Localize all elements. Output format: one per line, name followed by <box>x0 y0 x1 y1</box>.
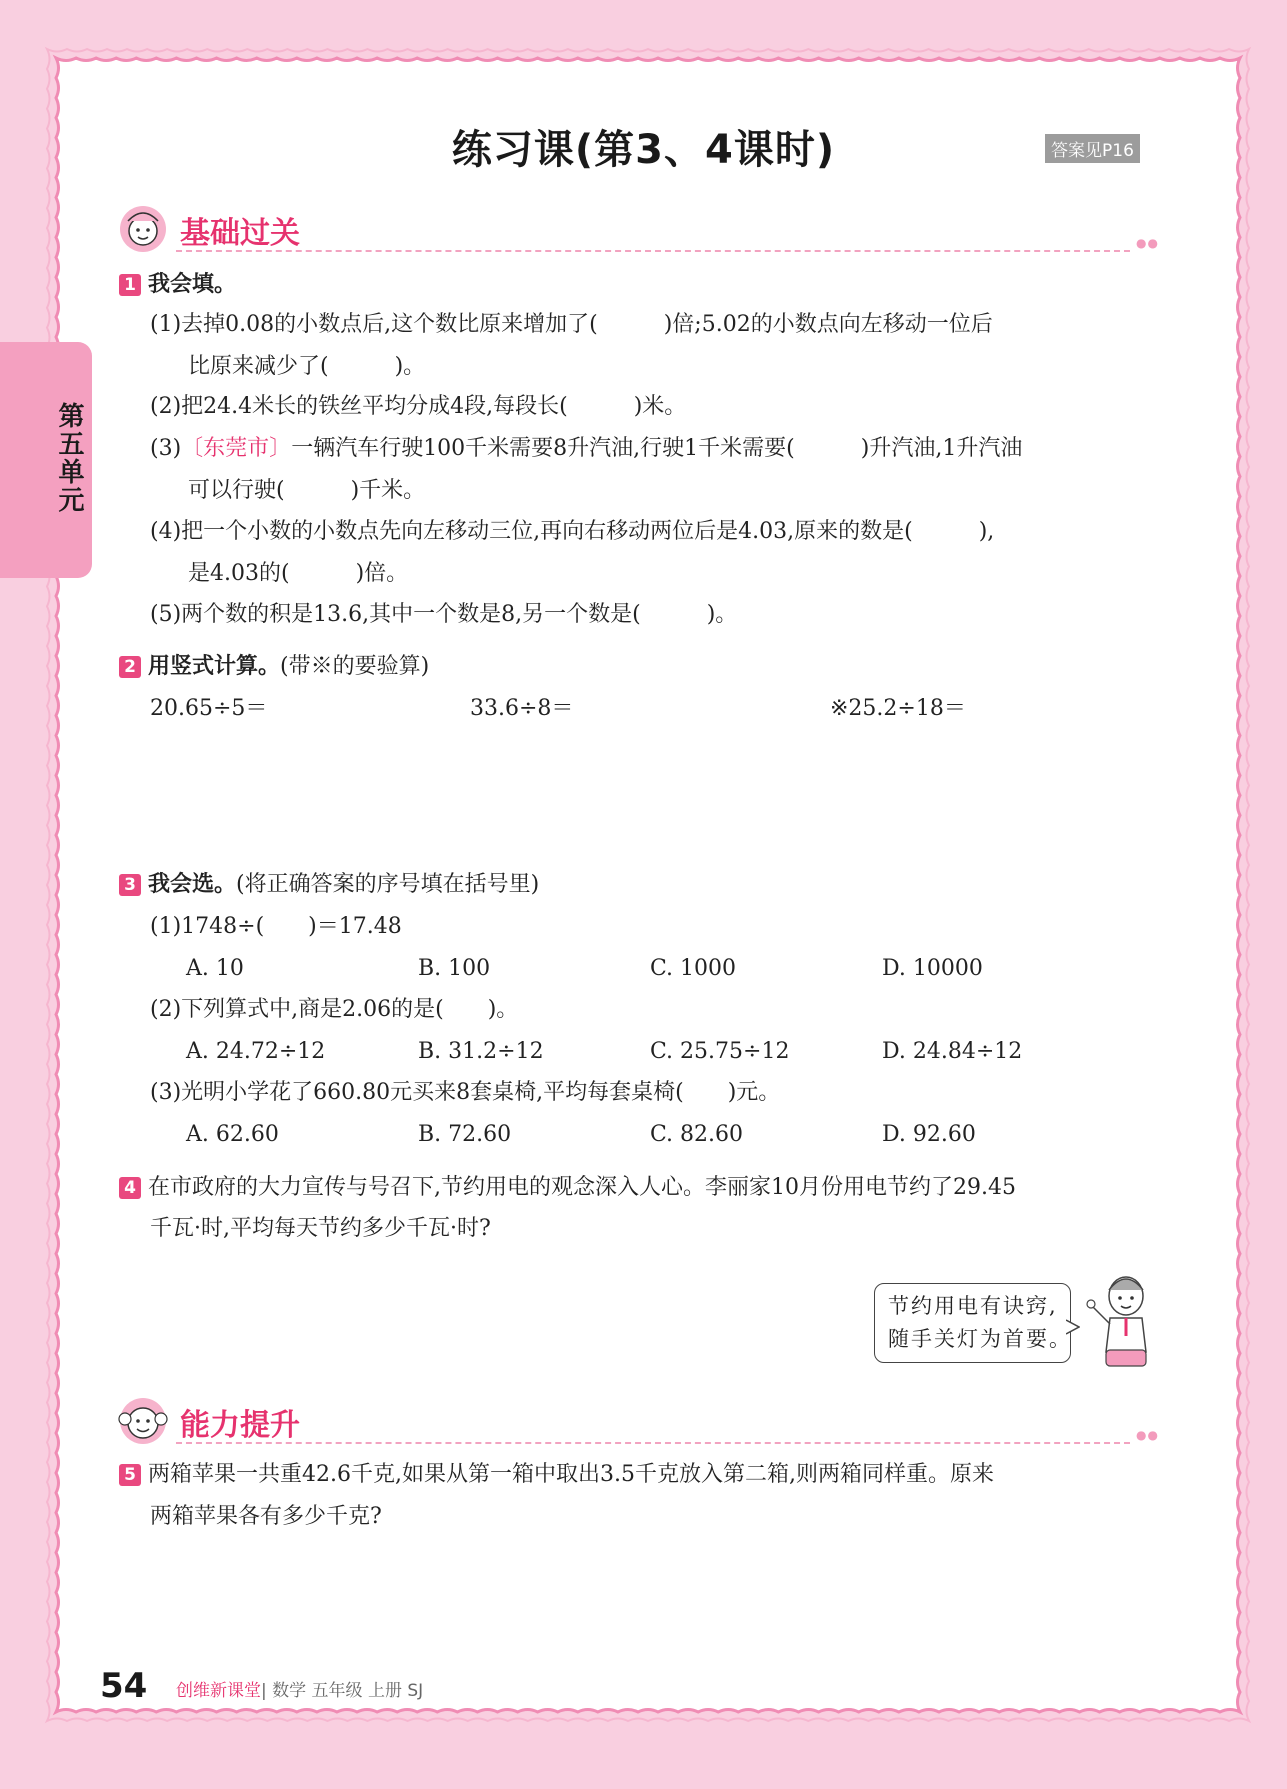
choice-option: A. 10 <box>186 956 244 981</box>
girl-mascot-icon <box>116 203 174 255</box>
section-advanced-heading: 能力提升 <box>180 1408 300 1443</box>
choice-option: D. 92.60 <box>882 1122 976 1147</box>
q1-line-3 <box>150 434 1022 464</box>
question-2-header <box>119 652 429 682</box>
footer-brand: 创维新课堂 <box>176 1681 261 1701</box>
choice-option: B. 31.2÷12 <box>418 1039 544 1064</box>
choice-option: C. 1000 <box>650 956 737 981</box>
section-divider <box>176 250 1130 252</box>
q1-line: (4)把一个小数的小数点先向左移动三位,再向右移动两位后是4.03,原来的数是( ), <box>150 519 995 544</box>
question-title: 用竖式计算。 <box>148 654 281 679</box>
q1-line: 比原来减少了( )。 <box>188 354 426 379</box>
question-number-badge: 5 <box>119 1464 141 1486</box>
question-number-badge: 1 <box>119 274 141 296</box>
question-4-line <box>119 1173 1016 1203</box>
question-1-header <box>119 270 236 300</box>
choice-stem: (3)光明小学花了660.80元买来8套桌椅,平均每套桌椅( )元。 <box>150 1080 781 1105</box>
region-tag: 〔东莞市〕 <box>181 436 292 461</box>
monkey-mascot-icon <box>116 1395 174 1447</box>
choice-option: A. 62.60 <box>186 1122 279 1147</box>
page-title: 练习课(第3、4课时) <box>451 127 836 173</box>
question-number-badge: 2 <box>119 656 141 678</box>
q1-line: (2)把24.4米长的铁丝平均分成4段,每段长( )米。 <box>150 394 687 419</box>
choice-option: A. 24.72÷12 <box>186 1039 326 1064</box>
bubble-line: 节约用电有诀窍, <box>888 1294 1058 1318</box>
boy-character-icon <box>1084 1266 1164 1370</box>
footer-details: | 数学 五年级 上册 SJ <box>261 1681 424 1701</box>
choice-option: C. 82.60 <box>650 1122 744 1147</box>
decorative-dots-icon: ●● <box>1136 1428 1159 1442</box>
q1-line: 是4.03的( )倍。 <box>188 561 409 586</box>
question-text: 两箱苹果各有多少千克? <box>150 1504 382 1529</box>
q1-line: 可以行驶( )千米。 <box>188 478 426 503</box>
section-basic-heading: 基础过关 <box>180 216 300 251</box>
question-text: 千瓦·时,平均每天节约多少千瓦·时? <box>150 1216 491 1241</box>
question-3-header <box>119 870 539 900</box>
bubble-text <box>888 1290 1072 1356</box>
question-title: 我会填。 <box>148 272 237 297</box>
question-number-badge: 4 <box>119 1177 141 1199</box>
question-text: 在市政府的大力宣传与号召下,节约用电的观念深入人心。李丽家10月份用电节约了29.45 <box>148 1175 1016 1200</box>
q1-line: (5)两个数的积是13.6,其中一个数是8,另一个数是( )。 <box>150 602 738 627</box>
question-5-line <box>119 1460 994 1490</box>
calc-item: ※25.2÷18＝ <box>830 696 966 721</box>
choice-option: C. 25.75÷12 <box>650 1039 790 1064</box>
question-text: 两箱苹果一共重42.6千克,如果从第一箱中取出3.5千克放入第二箱,则两箱同样重。原来 <box>148 1462 994 1487</box>
section-divider <box>176 1442 1130 1444</box>
choice-option: B. 72.60 <box>418 1122 512 1147</box>
question-note: (将正确答案的序号填在括号里) <box>236 872 540 897</box>
q1-line-text: 一辆汽车行驶100千米需要8升汽油,行驶1千米需要( )升汽油,1升汽油 <box>291 436 1023 461</box>
q1-line: (1)去掉0.08的小数点后,这个数比原来增加了( )倍;5.02的小数点向左移动一位后 <box>150 312 993 337</box>
choice-stem: (1)1748÷( )＝17.48 <box>150 914 402 939</box>
calc-item: 33.6÷8＝ <box>470 696 574 721</box>
calc-item: 20.65÷5＝ <box>150 696 268 721</box>
choice-option: D. 10000 <box>882 956 983 981</box>
side-tab-label: 第五单元 <box>54 402 84 514</box>
choice-option: D. 24.84÷12 <box>882 1039 1023 1064</box>
bubble-line: 随手关灯为首要。 <box>888 1327 1072 1351</box>
question-note: (带※的要验算) <box>280 654 430 679</box>
decorative-dots-icon: ●● <box>1136 236 1159 250</box>
question-title: 我会选。 <box>148 872 237 897</box>
answer-reference-badge: 答案见P16 <box>1045 134 1140 163</box>
page-number: 54 <box>100 1666 148 1706</box>
question-number-badge: 3 <box>119 874 141 896</box>
q1-sub-number: (3) <box>150 436 182 461</box>
choice-option: B. 100 <box>418 956 491 981</box>
footer-info <box>176 1676 423 1701</box>
choice-stem: (2)下列算式中,商是2.06的是( )。 <box>150 997 519 1022</box>
